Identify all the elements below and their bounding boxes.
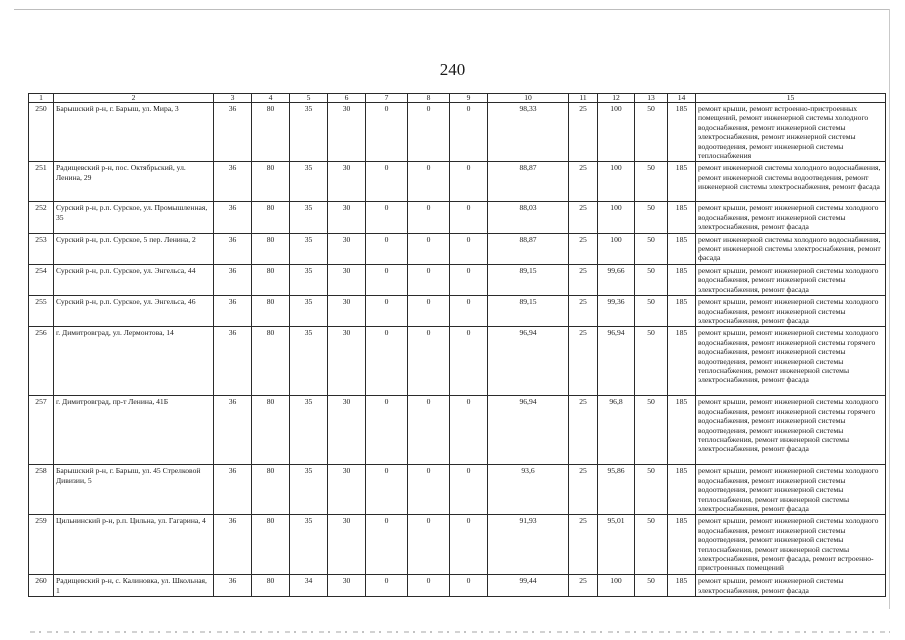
col-3: 36 bbox=[214, 327, 252, 396]
col-3: 36 bbox=[214, 296, 252, 327]
col-8: 0 bbox=[408, 202, 450, 233]
col-14: 185 bbox=[668, 396, 696, 465]
col-11: 25 bbox=[569, 103, 598, 162]
column-header-15: 15 bbox=[696, 94, 886, 103]
column-header-4: 4 bbox=[252, 94, 290, 103]
col-7: 0 bbox=[366, 575, 408, 597]
scan-bottom-artifact bbox=[30, 631, 890, 633]
column-header-2: 2 bbox=[54, 94, 214, 103]
col-12: 100 bbox=[598, 233, 635, 264]
col-12: 100 bbox=[598, 202, 635, 233]
column-header-10: 10 bbox=[488, 94, 569, 103]
col-6: 30 bbox=[328, 396, 366, 465]
col-5: 35 bbox=[290, 202, 328, 233]
col-6: 30 bbox=[328, 202, 366, 233]
col-12: 100 bbox=[598, 103, 635, 162]
col-4: 80 bbox=[252, 103, 290, 162]
col-13: 50 bbox=[635, 162, 668, 202]
col-12: 96,8 bbox=[598, 396, 635, 465]
col-13: 50 bbox=[635, 575, 668, 597]
col-7: 0 bbox=[366, 233, 408, 264]
address: Радищевский р-н, пос. Октябрьский, ул. Ленина, 29 bbox=[54, 162, 214, 202]
col-11: 25 bbox=[569, 327, 598, 396]
col-13: 50 bbox=[635, 327, 668, 396]
row-number: 252 bbox=[29, 202, 54, 233]
col-9: 0 bbox=[450, 264, 488, 295]
col-12: 100 bbox=[598, 162, 635, 202]
col-6: 30 bbox=[328, 327, 366, 396]
col-10: 93,6 bbox=[488, 465, 569, 515]
col-9: 0 bbox=[450, 515, 488, 575]
column-header-7: 7 bbox=[366, 94, 408, 103]
col-9: 0 bbox=[450, 162, 488, 202]
works-list: ремонт инженерной системы холодного водоснабжения, ремонт инженерной системы электроснабжения, ремонт фасада bbox=[696, 233, 886, 264]
col-9: 0 bbox=[450, 575, 488, 597]
row-number: 257 bbox=[29, 396, 54, 465]
col-3: 36 bbox=[214, 162, 252, 202]
works-list: ремонт крыши, ремонт инженерной системы холодного водоснабжения, ремонт инженерной системы электроснабжения, ремонт фасада bbox=[696, 202, 886, 233]
table-row bbox=[29, 396, 886, 465]
col-3: 36 bbox=[214, 264, 252, 295]
col-7: 0 bbox=[366, 515, 408, 575]
col-9: 0 bbox=[450, 296, 488, 327]
col-11: 25 bbox=[569, 296, 598, 327]
col-14: 185 bbox=[668, 264, 696, 295]
address: г. Димитровград, ул. Лермонтова, 14 bbox=[54, 327, 214, 396]
column-header-1: 1 bbox=[29, 94, 54, 103]
address: Цильнинский р-н, р.п. Цильна, ул. Гагарина, 4 bbox=[54, 515, 214, 575]
col-7: 0 bbox=[366, 103, 408, 162]
col-10: 96,94 bbox=[488, 396, 569, 465]
table-header bbox=[29, 94, 886, 103]
col-11: 25 bbox=[569, 264, 598, 295]
col-14: 185 bbox=[668, 103, 696, 162]
col-8: 0 bbox=[408, 233, 450, 264]
address: Сурский р-н, р.п. Сурское, 5 пер. Ленина, 2 bbox=[54, 233, 214, 264]
col-4: 80 bbox=[252, 202, 290, 233]
row-number: 255 bbox=[29, 296, 54, 327]
col-6: 30 bbox=[328, 296, 366, 327]
col-8: 0 bbox=[408, 327, 450, 396]
works-list: ремонт крыши, ремонт встроенно-пристроенных помещений, ремонт инженерной системы холодного водоснабжения, ремонт инженерной системы электроснабжения, ремонт инженерной системы водоотведения, ремонт инженерной системы теплоснабжения bbox=[696, 103, 886, 162]
column-header-5: 5 bbox=[290, 94, 328, 103]
col-13: 50 bbox=[635, 103, 668, 162]
col-4: 80 bbox=[252, 162, 290, 202]
col-8: 0 bbox=[408, 515, 450, 575]
col-11: 25 bbox=[569, 465, 598, 515]
col-6: 30 bbox=[328, 162, 366, 202]
col-13: 50 bbox=[635, 296, 668, 327]
col-12: 96,94 bbox=[598, 327, 635, 396]
col-9: 0 bbox=[450, 103, 488, 162]
table-row bbox=[29, 202, 886, 233]
col-7: 0 bbox=[366, 465, 408, 515]
address: Радищевский р-н, с. Калиновка, ул. Школьная, 1 bbox=[54, 575, 214, 597]
col-7: 0 bbox=[366, 296, 408, 327]
col-11: 25 bbox=[569, 396, 598, 465]
row-number: 256 bbox=[29, 327, 54, 396]
col-10: 88,87 bbox=[488, 162, 569, 202]
col-5: 35 bbox=[290, 162, 328, 202]
col-5: 35 bbox=[290, 296, 328, 327]
col-5: 35 bbox=[290, 327, 328, 396]
works-list: ремонт крыши, ремонт инженерной системы холодного водоснабжения, ремонт инженерной системы водоотведения, ремонт инженерной системы теплоснабжения, ремонт инженерной системы электроснабжения, ремонт фасада, ремонт встроенно-пристроенных помещений bbox=[696, 515, 886, 575]
col-10: 89,15 bbox=[488, 264, 569, 295]
col-10: 96,94 bbox=[488, 327, 569, 396]
table-row bbox=[29, 233, 886, 264]
col-4: 80 bbox=[252, 396, 290, 465]
col-9: 0 bbox=[450, 233, 488, 264]
col-14: 185 bbox=[668, 162, 696, 202]
col-8: 0 bbox=[408, 465, 450, 515]
col-8: 0 bbox=[408, 103, 450, 162]
col-5: 35 bbox=[290, 396, 328, 465]
table-row bbox=[29, 103, 886, 162]
col-8: 0 bbox=[408, 162, 450, 202]
col-3: 36 bbox=[214, 396, 252, 465]
works-list: ремонт крыши, ремонт инженерной системы холодного водоснабжения, ремонт инженерной системы горячего водоснабжения, ремонт инженерной системы водоотведения, ремонт инженерной системы теплоснабжения, ремонт инженерной системы электроснабжения, ремонт фасада bbox=[696, 396, 886, 465]
repair-register-table bbox=[28, 93, 886, 597]
col-4: 80 bbox=[252, 233, 290, 264]
col-5: 35 bbox=[290, 465, 328, 515]
col-4: 80 bbox=[252, 327, 290, 396]
col-3: 36 bbox=[214, 515, 252, 575]
table-row bbox=[29, 296, 886, 327]
column-header-14: 14 bbox=[668, 94, 696, 103]
col-10: 88,03 bbox=[488, 202, 569, 233]
row-number: 258 bbox=[29, 465, 54, 515]
page-number: 240 bbox=[439, 60, 466, 79]
col-14: 185 bbox=[668, 575, 696, 597]
col-12: 99,36 bbox=[598, 296, 635, 327]
col-10: 91,93 bbox=[488, 515, 569, 575]
column-header-9: 9 bbox=[450, 94, 488, 103]
col-14: 185 bbox=[668, 202, 696, 233]
col-3: 36 bbox=[214, 202, 252, 233]
col-11: 25 bbox=[569, 515, 598, 575]
col-5: 35 bbox=[290, 515, 328, 575]
table-row bbox=[29, 515, 886, 575]
row-number: 250 bbox=[29, 103, 54, 162]
works-list: ремонт крыши, ремонт инженерной системы холодного водоснабжения, ремонт инженерной системы электроснабжения, ремонт фасада bbox=[696, 296, 886, 327]
table-row bbox=[29, 465, 886, 515]
works-list: ремонт крыши, ремонт инженерной системы холодного водоснабжения, ремонт инженерной системы водоотведения, ремонт инженерной системы теплоснабжения, ремонт инженерной системы электроснабжения, ремонт фасада bbox=[696, 465, 886, 515]
col-9: 0 bbox=[450, 327, 488, 396]
table-row bbox=[29, 264, 886, 295]
scan-border-top bbox=[14, 9, 889, 10]
address: г. Димитровград, пр-т Ленина, 41Б bbox=[54, 396, 214, 465]
col-12: 95,01 bbox=[598, 515, 635, 575]
col-9: 0 bbox=[450, 396, 488, 465]
col-7: 0 bbox=[366, 327, 408, 396]
col-8: 0 bbox=[408, 575, 450, 597]
col-10: 98,33 bbox=[488, 103, 569, 162]
works-list: ремонт инженерной системы холодного водоснабжения, ремонт инженерной системы водоотведения, ремонт инженерной системы электроснабжения, ремонт фасада bbox=[696, 162, 886, 202]
col-14: 185 bbox=[668, 233, 696, 264]
col-4: 80 bbox=[252, 465, 290, 515]
col-3: 36 bbox=[214, 103, 252, 162]
table-row bbox=[29, 327, 886, 396]
col-6: 30 bbox=[328, 575, 366, 597]
address: Сурский р-н, р.п. Сурское, ул. Промышленная, 35 bbox=[54, 202, 214, 233]
col-12: 99,66 bbox=[598, 264, 635, 295]
col-3: 36 bbox=[214, 233, 252, 264]
col-6: 30 bbox=[328, 465, 366, 515]
col-13: 50 bbox=[635, 202, 668, 233]
col-13: 50 bbox=[635, 396, 668, 465]
column-header-13: 13 bbox=[635, 94, 668, 103]
col-14: 185 bbox=[668, 465, 696, 515]
col-9: 0 bbox=[450, 202, 488, 233]
col-8: 0 bbox=[408, 396, 450, 465]
table-row bbox=[29, 575, 886, 597]
col-5: 35 bbox=[290, 103, 328, 162]
col-6: 30 bbox=[328, 515, 366, 575]
row-number: 253 bbox=[29, 233, 54, 264]
works-list: ремонт крыши, ремонт инженерной системы холодного водоснабжения, ремонт инженерной системы горячего водоснабжения, ремонт инженерной системы водоотведения, ремонт инженерной системы теплоснабжения, ремонт инженерной системы электроснабжения, ремонт фасада bbox=[696, 327, 886, 396]
address: Барышский р-н, г. Барыш, ул. Мира, 3 bbox=[54, 103, 214, 162]
works-list: ремонт крыши, ремонт инженерной системы электроснабжения, ремонт фасада bbox=[696, 575, 886, 597]
col-5: 35 bbox=[290, 233, 328, 264]
col-11: 25 bbox=[569, 575, 598, 597]
col-12: 95,86 bbox=[598, 465, 635, 515]
col-12: 100 bbox=[598, 575, 635, 597]
col-6: 30 bbox=[328, 264, 366, 295]
col-11: 25 bbox=[569, 202, 598, 233]
column-header-3: 3 bbox=[214, 94, 252, 103]
col-13: 50 bbox=[635, 515, 668, 575]
column-header-6: 6 bbox=[328, 94, 366, 103]
table-row bbox=[29, 162, 886, 202]
scan-border-right bbox=[889, 9, 890, 609]
col-11: 25 bbox=[569, 233, 598, 264]
col-8: 0 bbox=[408, 296, 450, 327]
col-4: 80 bbox=[252, 296, 290, 327]
col-3: 36 bbox=[214, 465, 252, 515]
row-number: 259 bbox=[29, 515, 54, 575]
col-14: 185 bbox=[668, 327, 696, 396]
col-13: 50 bbox=[635, 264, 668, 295]
col-7: 0 bbox=[366, 162, 408, 202]
col-6: 30 bbox=[328, 233, 366, 264]
col-6: 30 bbox=[328, 103, 366, 162]
column-header-8: 8 bbox=[408, 94, 450, 103]
col-9: 0 bbox=[450, 465, 488, 515]
col-14: 185 bbox=[668, 296, 696, 327]
col-4: 80 bbox=[252, 264, 290, 295]
col-10: 89,15 bbox=[488, 296, 569, 327]
column-header-12: 12 bbox=[598, 94, 635, 103]
col-7: 0 bbox=[366, 202, 408, 233]
table-body bbox=[29, 103, 886, 597]
address: Сурский р-н, р.п. Сурское, ул. Энгельса, 44 bbox=[54, 264, 214, 295]
col-7: 0 bbox=[366, 396, 408, 465]
col-10: 88,87 bbox=[488, 233, 569, 264]
column-header-11: 11 bbox=[569, 94, 598, 103]
column-number-row bbox=[29, 94, 886, 103]
address: Сурский р-н, р.п. Сурское, ул. Энгельса, 46 bbox=[54, 296, 214, 327]
col-13: 50 bbox=[635, 465, 668, 515]
row-number: 254 bbox=[29, 264, 54, 295]
row-number: 251 bbox=[29, 162, 54, 202]
address: Барышский р-н, г. Барыш, ул. 45 Стрелковой Дивизии, 5 bbox=[54, 465, 214, 515]
col-4: 80 bbox=[252, 515, 290, 575]
row-number: 260 bbox=[29, 575, 54, 597]
col-10: 99,44 bbox=[488, 575, 569, 597]
col-5: 35 bbox=[290, 264, 328, 295]
col-7: 0 bbox=[366, 264, 408, 295]
col-8: 0 bbox=[408, 264, 450, 295]
col-13: 50 bbox=[635, 233, 668, 264]
col-11: 25 bbox=[569, 162, 598, 202]
col-14: 185 bbox=[668, 515, 696, 575]
col-3: 36 bbox=[214, 575, 252, 597]
col-5: 34 bbox=[290, 575, 328, 597]
col-4: 80 bbox=[252, 575, 290, 597]
works-list: ремонт крыши, ремонт инженерной системы холодного водоснабжения, ремонт инженерной системы электроснабжения, ремонт фасада bbox=[696, 264, 886, 295]
